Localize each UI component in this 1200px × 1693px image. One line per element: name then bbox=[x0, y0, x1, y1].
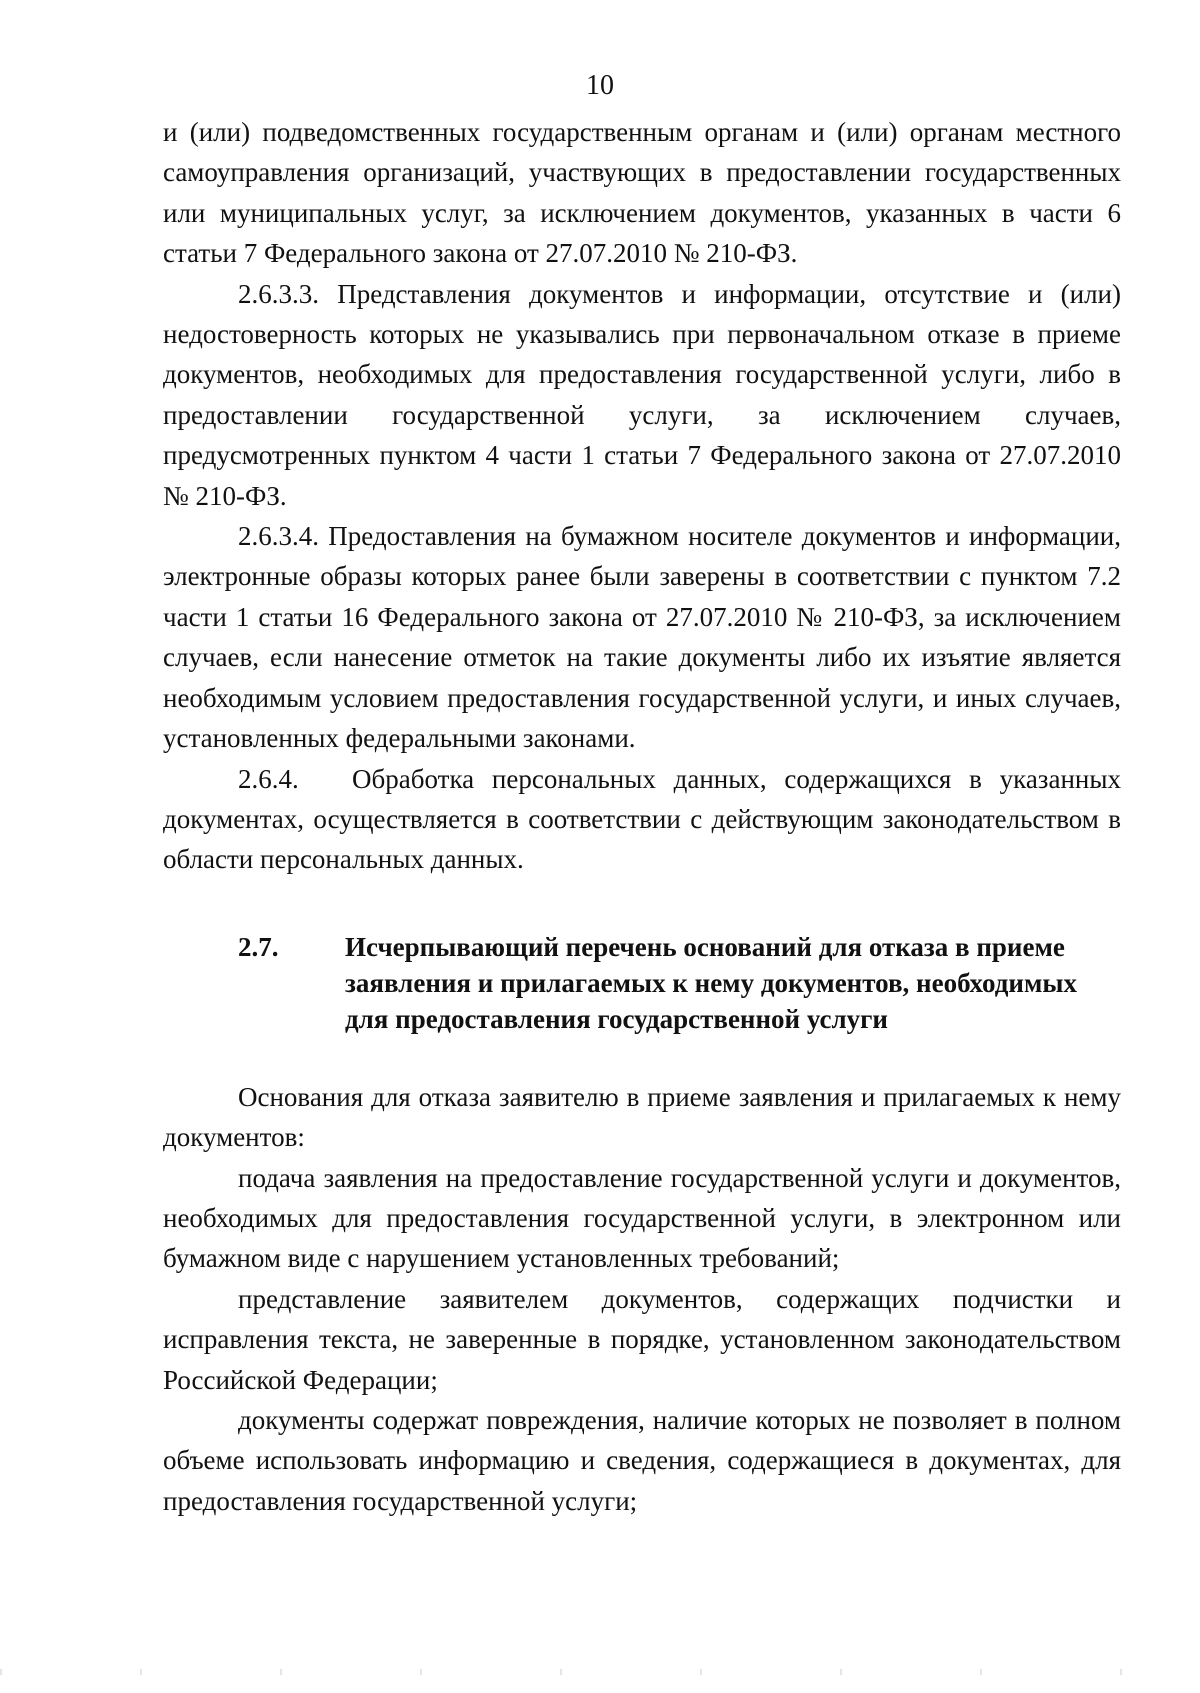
paragraph-ground-2: представление заявителем документов, содержащих подчистки и исправления текста, не заверенные в порядке, установленном законодательством Российской Федерации; bbox=[163, 1283, 1121, 1395]
paragraph-2-6-3-3: 2.6.3.3. Представления документов и информации, отсутствие и (или) недостоверность которых не указывались при первоначальном отказе в приеме документов, необходимых для предоставления государственной услуги, либо в предоставлении государственной услуги, за исключением случаев, предусмотренных пунктом 4 части 1 статьи 7 Федерального закона от 27.07.2010 № 210-ФЗ. bbox=[163, 278, 1121, 511]
scan-artifact bbox=[0, 1669, 1200, 1675]
page-number: 10 bbox=[586, 70, 614, 101]
paragraph-ground-1: подача заявления на предоставление государственной услуги и документов, необходимых для предоставления государственной услуги, в электронном или бумажном виде с нарушением установленных требований; bbox=[163, 1162, 1121, 1274]
document-body bbox=[163, 112, 1128, 1521]
section-title: Исчерпывающий перечень оснований для отказа в приеме заявления и прилагаемых к нему документов, необходимых для предоставления государственной услуги bbox=[345, 931, 1077, 1034]
section-number: 2.7. bbox=[238, 931, 279, 962]
paragraph-2-6-3-4: 2.6.3.4. Предоставления на бумажном носителе документов и информации, электронные образы которых ранее были заверены в соответствии с пунктом 7.2 части 1 статьи 16 Федерального закона от 27.07.2010 № 210-ФЗ, за исключением случаев, если нанесение отметок на такие документы либо их изъятие является необходимым условием предоставления государственной услуги, и иных случаев, установленных федеральными законами. bbox=[163, 521, 1121, 754]
paragraph-ground-3: документы содержат повреждения, наличие которых не позволяет в полном объеме использовать информацию и сведения, содержащиеся в документах, для предоставления государственной услуги; bbox=[163, 1404, 1121, 1516]
paragraph-continuation: и (или) подведомственных государственным органам и (или) органам местного самоуправления организаций, участвующих в предоставлении государственных или муниципальных услуг, за исключением документов, указанных в части 6 статьи 7 Федерального закона от 27.07.2010 № 210-ФЗ. bbox=[163, 117, 1121, 269]
paragraph-2-6-4: 2.6.4. Обработка персональных данных, содержащихся в указанных документах, осуществляется в соответствии с действующим законодательством в области персональных данных. bbox=[163, 763, 1128, 875]
paragraph-grounds-intro: Основания для отказа заявителю в приеме заявления и прилагаемых к нему документов: bbox=[163, 1081, 1121, 1153]
section-heading bbox=[163, 929, 1121, 1037]
